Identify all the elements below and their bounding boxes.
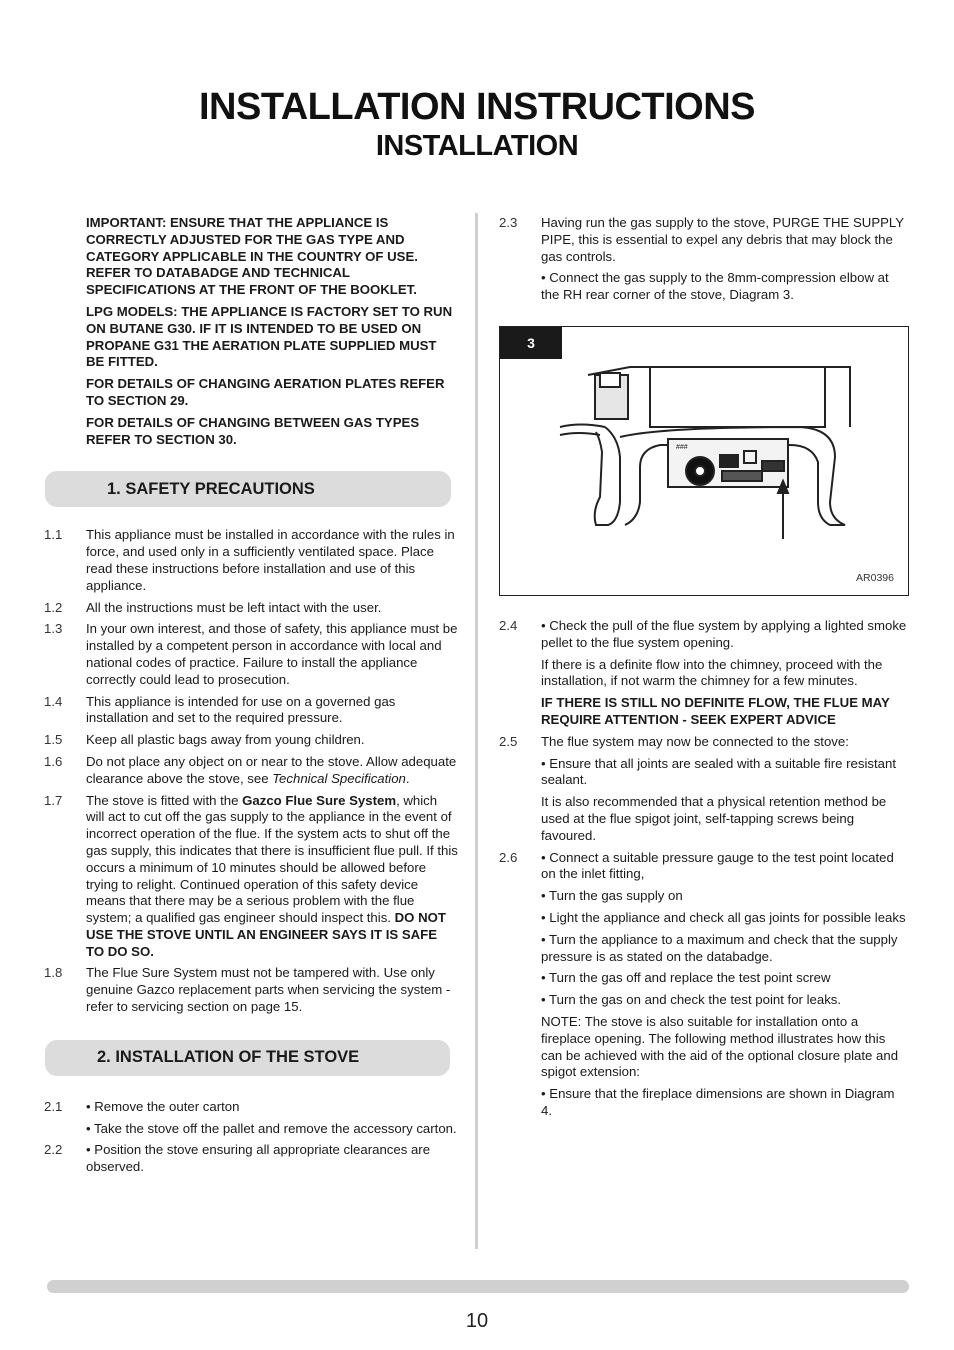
item-text [541,850,909,1120]
item-number: 1.6 [44,753,63,769]
item-text [86,754,458,788]
section-heading-installation [45,1040,450,1076]
left-column [44,215,458,1181]
svg-text:###: ### [676,443,688,451]
item-line: NOTE: The stove is also suitable for installation onto a fireplace opening. The following method illustrates how this can be achieved with the aid of the optional closure plate and spigot extension: [541,1013,899,1080]
item-text: The Flue Sure System must not be tampered with. Use only genuine Gazco replacement parts when servicing the system - refer to servicing section on page 15. [86,965,451,1015]
diagram-3 [499,326,909,596]
item-text [86,1099,458,1138]
item-line: • Turn the gas on and check the test point for leaks. [541,992,842,1008]
page-subtitle: INSTALLATION [375,130,579,162]
page-title: INSTALLATION INSTRUCTIONS [198,86,756,128]
figure-code: AR0396 [856,572,894,585]
column-divider [475,213,478,1249]
item-line: • Connect a suitable pressure gauge to the test point located on the inlet fitting, [541,849,894,882]
item-line: Having run the gas supply to the stove, PURGE THE SUPPLY PIPE, this is essential to expel any debris that may block the gas controls. [541,215,904,264]
important-paragraph: FOR DETAILS OF CHANGING BETWEEN GAS TYPES REFER TO SECTION 30. [86,414,420,447]
list-item [499,734,909,845]
item-line: • Turn the gas off and replace the test point screw [541,970,831,986]
installation-list [44,1099,458,1176]
item-number: 2.4 [499,617,518,633]
item-number: 1.3 [44,621,63,637]
list-item [44,754,458,788]
item-line: The flue system may now be connected to the stove: [541,733,849,749]
item-text-part: . [405,770,410,786]
item-text: Keep all plastic bags away from young children. [86,732,365,748]
important-paragraph: FOR DETAILS OF CHANGING AERATION PLATES REFER TO SECTION 29. [86,376,445,408]
item-line: • Connect the gas supply to the 8mm-compression elbow at the RH rear corner of the stove, Diagram 3. [541,270,889,303]
important-paragraph: IMPORTANT: ENSURE THAT THE APPLIANCE IS CORRECTLY ADJUSTED FOR THE GAS TYPE AND CATEGORY APPLICABLE IN THE COUNTRY OF USE. REFER TO DATABADGE AND TECHNICAL SPECIFICATIONS AT THE FRONT OF THE BOOKLET. [86,215,418,298]
page-number: 10 [465,1310,489,1332]
list-item [499,215,909,304]
item-text: This appliance is intended for use on a governed gas installation and set to the required pressure. [86,693,396,726]
list-item [44,694,458,728]
item-line: • Take the stove off the pallet and remove the accessory carton. [86,1120,457,1136]
item-number: 1.5 [44,732,63,748]
figure-number: 3 [500,327,562,359]
list-item [44,965,458,1015]
item-line: • Remove the outer carton [86,1098,240,1114]
list-item [44,793,458,961]
section-heading-safety [45,471,451,507]
item-line: • Turn the appliance to a maximum and check that the supply pressure is as stated on the databadge. [541,931,898,964]
list-item [44,1099,458,1138]
item-text-bold: DO NOT USE THE STOVE UNTIL AN ENGINEER SAYS IT IS SAFE TO DO SO. [86,910,446,959]
item-text-part: Do not place any object on or near to the stove. Allow adequate clearance above the stove, see [86,753,457,786]
item-number: 2.3 [499,215,518,230]
item-line: It is also recommended that a physical retention method be used at the flue spigot joint, self-tapping screws being favoured. [541,794,887,843]
item-line: • Ensure that all joints are sealed with a suitable fire resistant sealant. [541,755,897,788]
item-number: 2.5 [499,733,518,749]
important-paragraph: LPG MODELS: THE APPLIANCE IS FACTORY SET TO RUN ON BUTANE G30. IF IT IS INTENDED TO BE USED ON PROPANE G31 THE AERATION PLATE SUPPLIED MUST BE FITTED. [86,303,453,370]
item-text [86,1142,458,1176]
item-warning: IF THERE IS STILL NO DEFINITE FLOW, THE FLUE MAY REQUIRE ATTENTION - SEEK EXPERT ADVICE [541,695,890,727]
item-text: This appliance must be installed in accordance with the rules in force, and used only in a sufficiently ventilated space. Place read these instructions before installation and use of this appliance. [86,527,455,593]
item-number: 2.2 [44,1142,63,1158]
list-item [44,527,458,594]
item-number: 2.1 [44,1098,63,1114]
item-text: All the instructions must be left intact with the user. [86,599,382,615]
item-line: If there is a definite flow into the chimney, proceed with the installation, if not warm the chimney for a few minutes. [541,656,883,689]
section-heading-text: 2. INSTALLATION OF THE STOVE [97,1048,360,1067]
item-text-part: The stove is fitted with the [86,792,243,808]
item-line: • Position the stove ensuring all appropriate clearances are observed. [86,1142,431,1175]
item-line: • Ensure that the fireplace dimensions are shown in Diagram 4. [541,1086,895,1118]
item-text-part: , which will act to cut off the gas supply to the appliance in the event of incorrect operation of the flue. If the system acts to shut off the gas supply, this indicates that there is insufficient flue pull. If this occurs a minimum of 10 minutes should be allowed before trying to relight. Continued operation of this safety device means that there may be a serious problem with the flue system; a qualified gas engineer should inspect this. [86,792,458,926]
item-text: In your own interest, and those of safety, this appliance must be installed by a competent person in accordance with local and national codes of practice. Failure to install the appliance correctly could lead to prosecution. [86,621,458,687]
safety-list [44,527,458,1016]
list-item [44,1142,458,1176]
list-item [499,850,909,1120]
right-column [499,215,909,1125]
item-line: • Turn the gas supply on [541,888,683,904]
footer-bar [47,1280,909,1293]
item-text-italic: Technical Specification [272,770,406,786]
stove-illustration [500,327,908,595]
item-text-bold: Gazco Flue Sure System [242,792,397,808]
list-item [499,618,909,729]
list-item [44,621,458,688]
list-item [44,600,458,617]
section-heading-text: 1. SAFETY PRECAUTIONS [107,479,315,498]
item-number: 1.2 [44,599,63,615]
item-line: • Check the pull of the flue system by applying a lighted smoke pellet to the flue system opening. [541,617,907,650]
item-number: 1.1 [44,527,63,543]
item-number: 1.8 [44,965,63,981]
item-number: 1.4 [44,693,63,709]
list-item [44,732,458,749]
item-number: 2.6 [499,849,518,865]
item-number: 1.7 [44,792,63,808]
item-text [541,618,909,729]
important-notice [44,215,458,448]
item-text [86,793,458,961]
item-text [541,215,909,304]
item-line: • Light the appliance and check all gas joints for possible leaks [541,909,906,925]
item-text [541,734,909,845]
